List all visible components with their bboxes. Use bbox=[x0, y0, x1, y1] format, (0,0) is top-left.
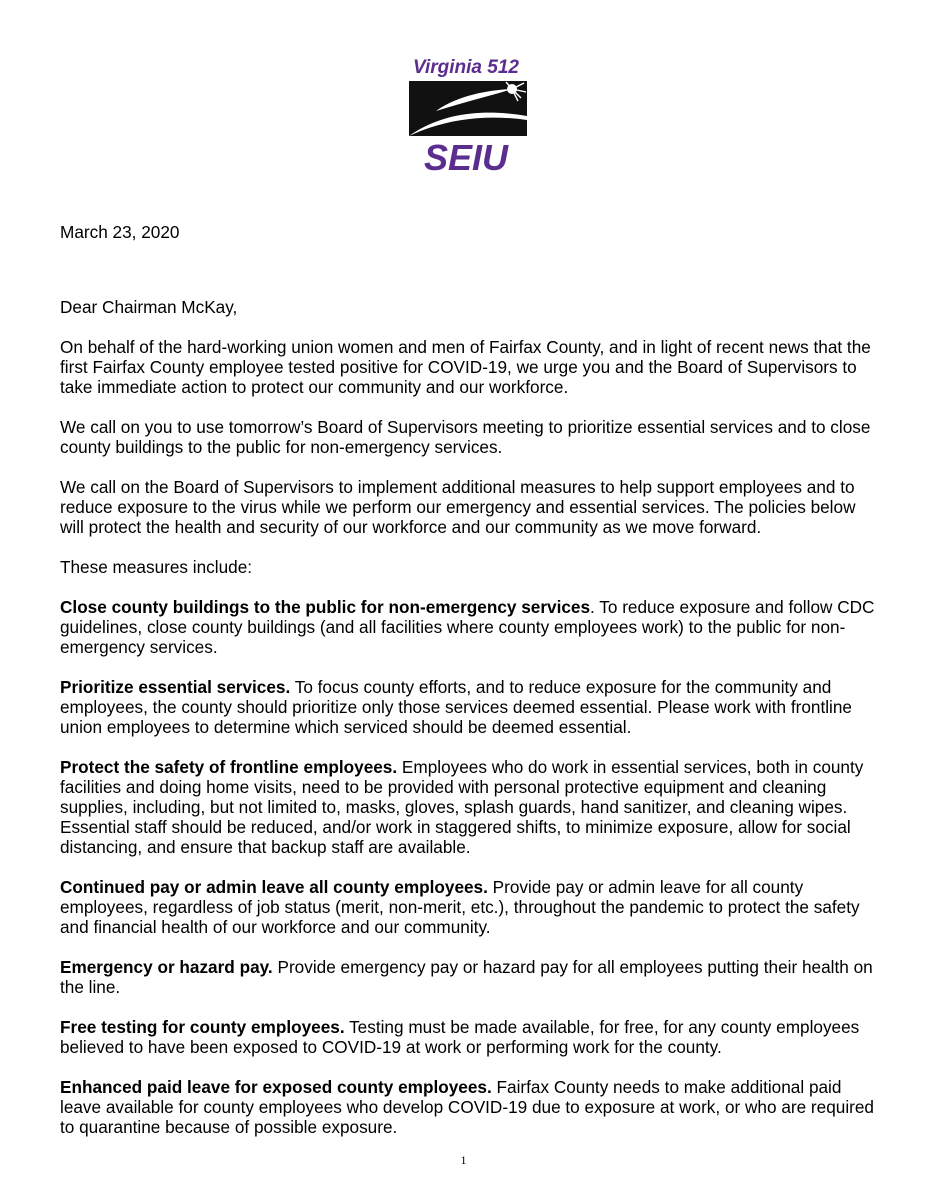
measure-title: Prioritize essential services. bbox=[60, 677, 291, 697]
measure-item bbox=[60, 957, 882, 997]
measure-text: . To reduce exposure and follow CDC guidelines, close county buildings (and all facilities where county employees work) to the public for non-emergency services. bbox=[60, 597, 875, 657]
measure-item bbox=[60, 677, 882, 737]
logo-emblem-icon bbox=[409, 81, 527, 136]
measure-title: Emergency or hazard pay. bbox=[60, 957, 273, 977]
measure-title: Free testing for county employees. bbox=[60, 1017, 345, 1037]
logo-line-seiu: SEIU bbox=[423, 137, 509, 174]
logo-line-virginia-512: Virginia 512 bbox=[413, 57, 519, 78]
measure-text: Fairfax County needs to make additional paid leave available for county employees who develop COVID-19 due to exposure at work, or who are required to quarantine because of possible exposure. bbox=[60, 1077, 874, 1137]
measure-text: Provide emergency pay or hazard pay for all employees putting their health on the line. bbox=[60, 957, 873, 997]
measure-text: Provide pay or admin leave for all county employees, regardless of job status (merit, non-merit, etc.), throughout the pandemic to protect the safety and financial health of our workforce and our community. bbox=[60, 877, 860, 937]
measure-item bbox=[60, 597, 882, 657]
page-number: 1 bbox=[460, 1153, 467, 1167]
seiu-virginia-512-logo bbox=[400, 56, 532, 174]
measure-title: Protect the safety of frontline employees. bbox=[60, 757, 398, 777]
letter-salutation: Dear Chairman McKay, bbox=[60, 297, 238, 317]
paragraph-call-measures: We call on the Board of Supervisors to implement additional measures to help support employees and to reduce exposure to the virus while we perform our emergency and essential services. The policies below will protect the health and security of our workforce and our community as we move forward. bbox=[60, 477, 856, 537]
paragraph-measures-include: These measures include: bbox=[60, 557, 253, 577]
measure-title: Enhanced paid leave for exposed county employees. bbox=[60, 1077, 492, 1097]
paragraph-intro: On behalf of the hard-working union women and men of Fairfax County, and in light of recent news that the first Fairfax County employee tested positive for COVID-19, we urge you and the Board of Supervisors to take immediate action to protect our community and our workforce. bbox=[60, 337, 871, 397]
measure-item bbox=[60, 877, 882, 937]
measure-text: Employees who do work in essential services, both in county facilities and doing home visits, need to be provided with personal protective equipment and cleaning supplies, including, but not limited to, masks, gloves, splash guards, hand sanitizer, and cleaning wipes. Essential staff should be reduced, and/or work in staggered shifts, to minimize exposure, allow for social distancing, and ensure that backup staff are available. bbox=[60, 757, 864, 857]
letter-date: March 23, 2020 bbox=[60, 222, 180, 242]
measure-text: To focus county efforts, and to reduce exposure for the community and employees, the county should prioritize only those services deemed essential. Please work with frontline union employees to determine which serviced should be deemed essential. bbox=[60, 677, 852, 737]
measure-item bbox=[60, 757, 882, 857]
measure-item bbox=[60, 1077, 882, 1137]
paragraph-call-prioritize: We call on you to use tomorrow’s Board of Supervisors meeting to prioritize essential services and to close county buildings to the public for non-emergency services. bbox=[60, 417, 871, 457]
measure-title: Continued pay or admin leave all county employees. bbox=[60, 877, 488, 897]
measure-text: Testing must be made available, for free, for any county employees believed to have been exposed to COVID-19 at work or performing work for the county. bbox=[60, 1017, 860, 1057]
letter-body bbox=[60, 222, 882, 1137]
measure-item bbox=[60, 1017, 882, 1057]
measure-title: Close county buildings to the public for non-emergency services bbox=[60, 597, 591, 617]
